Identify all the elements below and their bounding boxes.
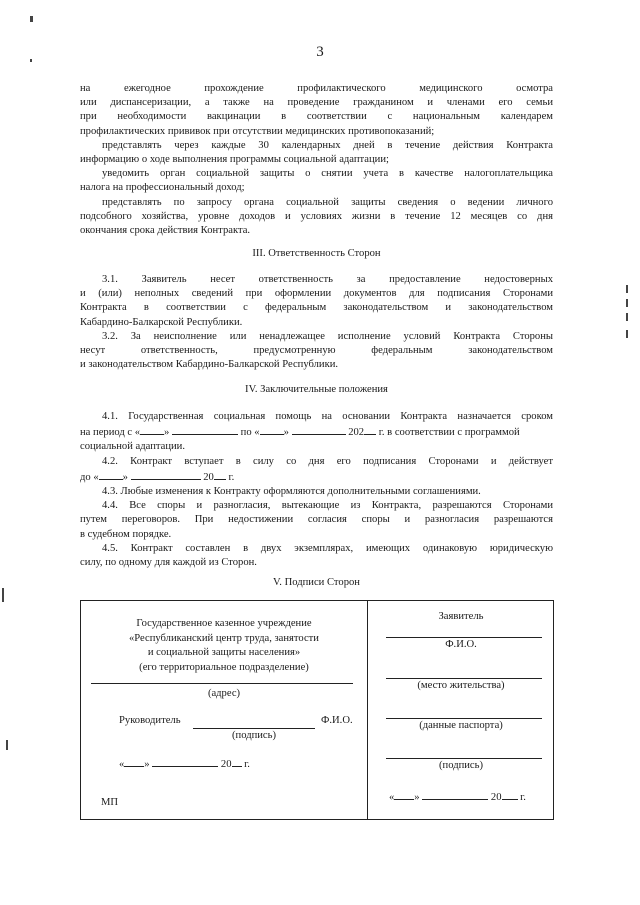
applicant-fio: Ф.И.О. xyxy=(445,639,477,650)
org-line: «Республиканский центр труда, занятости xyxy=(129,632,319,644)
paragraph-line: 4.1. Государственная социальная помощь на основании Контракта назначается сроком xyxy=(102,411,553,422)
right-date xyxy=(389,789,526,803)
paragraph-line: окончания срока действия Контракта. xyxy=(80,225,251,237)
org-name xyxy=(81,617,367,675)
scan-mark xyxy=(30,16,33,22)
signatures-table xyxy=(80,600,554,820)
paragraph-line: при необходимости вакцинации в соответствии с национальным календарем xyxy=(80,111,553,123)
final-provisions-block xyxy=(80,410,553,570)
stamp-placeholder: МП xyxy=(101,797,119,808)
text-fragment: по « xyxy=(240,427,260,439)
blank-year xyxy=(232,756,242,767)
scan-mark xyxy=(626,285,628,293)
date-quote: « xyxy=(389,792,395,803)
paragraph-line: в судебном порядке. xyxy=(80,528,172,540)
passport-line xyxy=(386,718,542,719)
scan-mark xyxy=(626,330,628,338)
page-number: 3 xyxy=(316,44,324,60)
scan-mark xyxy=(626,299,628,307)
residence-line xyxy=(386,678,542,679)
residence-caption: (место жительства) xyxy=(417,680,505,691)
head-signature-line xyxy=(193,728,315,729)
blank-day xyxy=(260,424,284,435)
passport-caption: (данные паспорта) xyxy=(419,720,503,731)
paragraph-line: 4.3. Любые изменения к Контракту оформляются дополнительными соглашениями. xyxy=(102,486,481,498)
section-heading-signatures: V. Подписи Сторон xyxy=(273,577,360,588)
until-line xyxy=(80,469,553,485)
address-line xyxy=(91,683,353,684)
applicant-title: Заявитель xyxy=(438,611,484,622)
responsibility-block xyxy=(80,273,553,372)
text-fragment: на период с « xyxy=(80,427,141,439)
scan-mark xyxy=(2,588,4,602)
paragraph-line: налога на профессиональный доход; xyxy=(80,182,245,194)
text-fragment: 20 xyxy=(203,471,214,483)
blank-year xyxy=(502,789,518,800)
section-heading-final-provisions: IV. Заключительные положения xyxy=(245,384,388,395)
text-fragment: » xyxy=(283,427,289,439)
paragraph-line: и (или) неполных сведений при оформлении документов для подписания Сторонами xyxy=(80,288,553,300)
table-divider xyxy=(367,601,368,819)
year-prefix: 20 xyxy=(490,792,502,803)
blank-year xyxy=(364,424,376,435)
date-quote: « xyxy=(119,759,125,770)
scan-mark xyxy=(626,313,628,321)
applicant-name-line xyxy=(386,637,542,638)
paragraph-line: социальной адаптации. xyxy=(80,441,185,453)
blank-month xyxy=(172,424,238,435)
blank-month xyxy=(152,756,218,767)
paragraph-line: 3.1. Заявитель несет ответственность за предоставление недостоверных xyxy=(102,274,553,285)
text-fragment: г. xyxy=(228,471,235,483)
year-suffix: г. xyxy=(244,759,250,770)
paragraph-line: Контракта в соответствии с федеральным законодательством и законодательством xyxy=(80,302,553,314)
text-fragment: » xyxy=(122,471,128,483)
year-prefix: 20 xyxy=(220,759,232,770)
paragraph-line: представлять через каждые 30 календарных дней в течение действия Контракта xyxy=(102,139,553,151)
paragraph-line: 4.2. Контракт вступает в силу со дня его подписания Сторонами и действует xyxy=(102,455,553,467)
text-fragment: 202 xyxy=(348,427,365,439)
blank-month xyxy=(292,424,346,435)
period-line xyxy=(80,424,553,440)
paragraph-line: уведомить орган социальной защиты о снятии учета в качестве налогоплательщика xyxy=(102,168,553,180)
scan-mark xyxy=(6,740,8,750)
blank-month xyxy=(131,469,201,480)
org-line: и социальной защиты населения» xyxy=(147,647,301,658)
section-heading-responsibility: III. Ответственность Сторон xyxy=(252,248,381,259)
head-signature-caption: (подпись) xyxy=(232,730,276,741)
org-line: (его территориальное подразделение) xyxy=(139,661,309,673)
paragraph-line: 4.5. Контракт составлен в двух экземплярах, имеющих одинаковую юридическую xyxy=(102,542,553,554)
paragraph-line: подсобного хозяйства, уровне доходов и условиях жизни в течение 12 месяцев со дня xyxy=(80,210,553,222)
head-label: Руководитель xyxy=(119,715,181,726)
text-fragment: » xyxy=(164,427,170,439)
paragraph-line: или диспансеризации, а также на проведение гражданином и членами его семьи xyxy=(80,97,553,109)
org-line: Государственное казенное учреждение xyxy=(136,618,312,629)
paragraph-line: силу, по одному для каждой из Сторон. xyxy=(80,557,257,569)
paragraph-line: Кабардино-Балкарской Республики. xyxy=(80,316,243,328)
text-fragment: до « xyxy=(80,471,99,483)
paragraph-line: и законодательством Кабардино-Балкарской Республики. xyxy=(80,359,339,371)
blank-day xyxy=(394,789,414,800)
text-fragment: г. в соответствии с программой xyxy=(378,427,520,439)
paragraph-line: профилактических прививок при отсутствии медицинских противопоказаний; xyxy=(80,125,435,137)
applicant-signature-caption: (подпись) xyxy=(439,760,483,771)
head-fio: Ф.И.О. xyxy=(321,715,353,726)
applicant-signature-line xyxy=(386,758,542,759)
blank-day xyxy=(124,756,144,767)
paragraph-line: 4.4. Все споры и разногласия, вытекающие из Контракта, разрешаются Сторонами xyxy=(102,500,553,512)
date-quote: » xyxy=(144,759,150,770)
year-suffix: г. xyxy=(520,792,526,803)
blank-year xyxy=(214,469,226,480)
blank-day xyxy=(140,424,164,435)
paragraph-line: 3.2. За неисполнение или ненадлежащее исполнение условий Контракта Стороны xyxy=(102,330,553,342)
blank-month xyxy=(422,789,488,800)
paragraph-line: на ежегодное прохождение профилактического медицинского осмотра xyxy=(80,83,553,94)
paragraph-line: несут ответственность, предусмотренную федеральным законодательством xyxy=(80,345,553,357)
date-quote: » xyxy=(414,792,420,803)
paragraph-line: информацию о ходе выполнения программы социальной адаптации; xyxy=(80,154,389,166)
left-date xyxy=(119,756,250,770)
paragraph-line: представлять по запросу органа социальной защиты сведения о ведении личного xyxy=(102,196,553,208)
blank-day xyxy=(99,469,123,480)
obligations-block xyxy=(80,82,553,238)
address-caption: (адрес) xyxy=(207,688,241,699)
paragraph-line: путем переговоров. При недостижении согласия споры и разногласия разрешаются xyxy=(80,514,553,526)
